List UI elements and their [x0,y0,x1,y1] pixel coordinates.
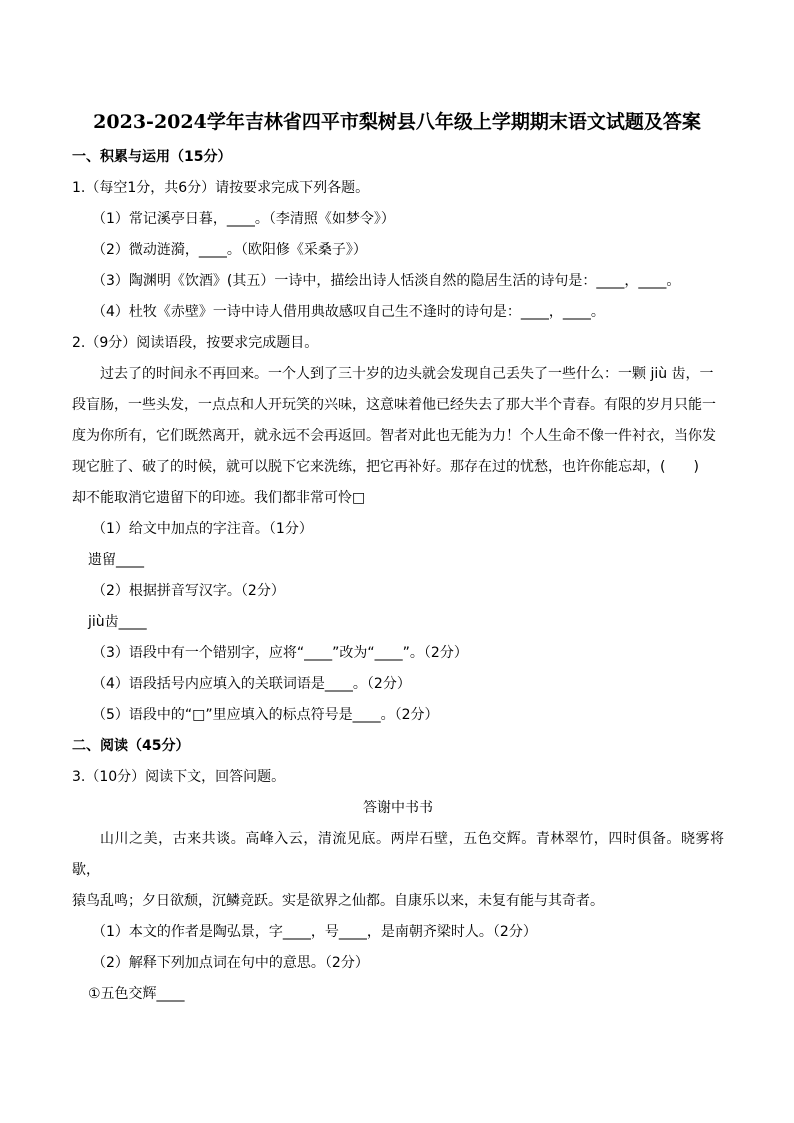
sub-question: （2）解释下列加点词在句中的意思。（2分） [92,955,369,971]
question-item: （1）常记溪亭日暮，____。（李清照《如梦令》） [92,211,395,227]
question-stem: 3.（10分）阅读下文，回答问题。 [72,769,286,785]
passage-line: 现它脏了、破了的时候，就可以脱下它来洗练，把它再补好。那存在过的忧愁，也许你能忘却，( ) [72,459,699,475]
section-heading: 二、阅读（45分） [72,738,190,754]
passage-line: 度为你所有，它们既然离开，就永远不会再返回。智者对此也无能为力！个人生命不像一件衬衣，当你发 [72,428,716,444]
passage-line: 却不能取消它遗留下的印迹。我们都非常可怜□ [72,490,366,506]
sub-question: （3）语段中有一个错别字，应将“____”改为“____”。（2分） [92,645,468,661]
answer-blank: jiù齿____ [88,614,147,630]
answer-blank: ①五色交辉____ [88,986,185,1002]
sub-question: （5）语段中的“□”里应填入的标点符号是____。（2分） [92,707,439,723]
passage-line: 山川之美，古来共谈。高峰入云，清流见底。两岸石壁，五色交辉。青林翠竹，四时俱备。晓雾将歇， [72,831,724,878]
question-item: （3）陶渊明《饮酒》(其五）一诗中，描绘出诗人恬淡自然的隐居生活的诗句是：____，____。 [92,273,681,289]
text-title: 答谢中书书 [363,800,433,816]
document-title: 2023-2024学年吉林省四平市梨树县八年级上学期期末语文试题及答案 [93,111,701,133]
sub-question: （4）语段括号内应填入的关联词语是____。（2分） [92,676,411,692]
document-body [72,140,724,1010]
question-stem: 1.（每空1分，共6分）请按要求完成下列各题。 [72,180,370,196]
question-item: （4）杜牧《赤壁》一诗中诗人借用典故感叹自己生不逢时的诗句是：____，____。 [92,304,605,320]
passage-line: 猿鸟乱鸣；夕日欲颓，沉鳞竞跃。实是欲界之仙都。自康乐以来，未复有能与其奇者。 [72,893,604,909]
section-heading: 一、积累与运用（15分） [72,149,232,165]
sub-question: （1）给文中加点的字注音。（1分） [92,521,313,537]
passage-line: 过去了的时间永不再回来。一个人到了三十岁的边头就会发现自己丢失了一些什么：一颗 jiù 齿，一 [100,366,714,382]
question-item: （2）微动涟漪，____。（欧阳修《采桑子》） [92,242,367,258]
answer-blank: 遗留____ [88,552,144,568]
sub-question: （2）根据拼音写汉字。（2分） [92,583,285,599]
sub-question: （1）本文的作者是陶弘景，字____，号____，是南朝齐梁时人。（2分） [92,924,537,940]
passage-line: 段盲肠，一些头发，一点点和人开玩笑的兴味，这意味着他已经失去了那大半个青春。有限的岁月只能一 [72,397,716,413]
question-stem: 2.（9分）阅读语段，按要求完成题目。 [72,335,319,351]
